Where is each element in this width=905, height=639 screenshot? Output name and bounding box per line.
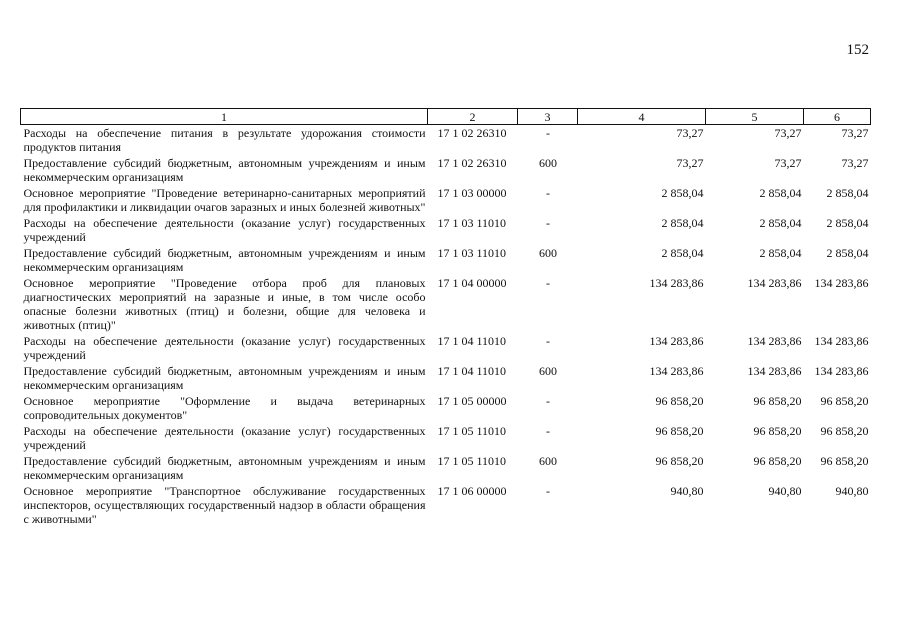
budget-code: 17 1 03 00000 bbox=[437, 186, 507, 200]
table-row bbox=[21, 185, 871, 215]
expense-name: Расходы на обеспечение деятельности (оказание услуг) государственных учреждений bbox=[23, 334, 426, 362]
budget-code: 17 1 04 11010 bbox=[437, 364, 507, 378]
expense-name: Основное мероприятие "Проведение ветеринарно-санитарных мероприятий для профилактики и ликвидации очагов заразных и иных болезней животных" bbox=[23, 186, 426, 214]
expense-type: - bbox=[546, 334, 550, 348]
column-header-6: 6 bbox=[804, 109, 871, 125]
expense-name: Предоставление субсидий бюджетным, автономным учреждениям и иным некоммерческим организациям bbox=[23, 246, 426, 274]
amount-col-6: 96 858,20 bbox=[820, 394, 869, 408]
amount-col-6: 2 858,04 bbox=[826, 246, 869, 260]
budget-table bbox=[20, 108, 871, 527]
column-header-5: 5 bbox=[706, 109, 804, 125]
budget-code: 17 1 06 00000 bbox=[437, 484, 507, 498]
amount-col-5: 73,27 bbox=[774, 156, 802, 170]
expense-name: Расходы на обеспечение питания в результате удорожания стоимости продуктов питания bbox=[23, 126, 426, 154]
expense-type: 600 bbox=[539, 156, 557, 170]
expense-type: - bbox=[546, 484, 550, 498]
column-header-4: 4 bbox=[578, 109, 706, 125]
budget-code: 17 1 04 11010 bbox=[437, 334, 507, 348]
amount-col-5: 2 858,04 bbox=[759, 246, 802, 260]
amount-col-4: 134 283,86 bbox=[649, 364, 704, 378]
table-row bbox=[21, 453, 871, 483]
amount-col-6: 134 283,86 bbox=[814, 334, 869, 348]
table-row bbox=[21, 423, 871, 453]
expense-type: - bbox=[546, 216, 550, 230]
expense-name: Расходы на обеспечение деятельности (оказание услуг) государственных учреждений bbox=[23, 424, 426, 452]
amount-col-6: 73,27 bbox=[841, 126, 869, 140]
amount-col-6: 73,27 bbox=[841, 156, 869, 170]
budget-code: 17 1 03 11010 bbox=[437, 246, 507, 260]
amount-col-5: 134 283,86 bbox=[747, 364, 802, 378]
amount-col-5: 134 283,86 bbox=[747, 334, 802, 348]
amount-col-4: 73,27 bbox=[676, 126, 704, 140]
expense-name: Предоставление субсидий бюджетным, автономным учреждениям и иным некоммерческим организациям bbox=[23, 454, 426, 482]
budget-code: 17 1 05 11010 bbox=[437, 424, 507, 438]
table-row bbox=[21, 393, 871, 423]
amount-col-5: 96 858,20 bbox=[753, 454, 802, 468]
amount-col-6: 134 283,86 bbox=[814, 364, 869, 378]
expense-type: - bbox=[546, 424, 550, 438]
expense-type: - bbox=[546, 394, 550, 408]
amount-col-4: 2 858,04 bbox=[661, 186, 704, 200]
expense-name: Предоставление субсидий бюджетным, автономным учреждениям и иным некоммерческим организациям bbox=[23, 364, 426, 392]
expense-name: Предоставление субсидий бюджетным, автономным учреждениям и иным некоммерческим организациям bbox=[23, 156, 426, 184]
budget-code: 17 1 02 26310 bbox=[437, 156, 507, 170]
column-header-3: 3 bbox=[518, 109, 578, 125]
budget-code: 17 1 03 11010 bbox=[437, 216, 507, 230]
table-row bbox=[21, 275, 871, 333]
table-row bbox=[21, 333, 871, 363]
amount-col-5: 2 858,04 bbox=[759, 186, 802, 200]
amount-col-6: 940,80 bbox=[835, 484, 869, 498]
expense-name: Основное мероприятие "Транспортное обслуживание государственных инспекторов, осуществляющих государственный надзор в области обращения с животными" bbox=[23, 484, 426, 526]
amount-col-4: 2 858,04 bbox=[661, 216, 704, 230]
expense-name: Расходы на обеспечение деятельности (оказание услуг) государственных учреждений bbox=[23, 216, 426, 244]
table-row bbox=[21, 155, 871, 185]
table-row bbox=[21, 245, 871, 275]
amount-col-6: 2 858,04 bbox=[826, 216, 869, 230]
column-header-1: 1 bbox=[21, 109, 428, 125]
expense-type: 600 bbox=[539, 246, 557, 260]
amount-col-5: 73,27 bbox=[774, 126, 802, 140]
expense-name: Основное мероприятие "Проведение отбора проб для плановых диагностических мероприятий на заразные и иные, в том числе особо опасные болезни животных (птиц) и болезни, общие для человека и животных (птиц)" bbox=[23, 276, 426, 332]
expense-type: - bbox=[546, 126, 550, 140]
budget-code: 17 1 04 00000 bbox=[437, 276, 507, 290]
amount-col-5: 96 858,20 bbox=[753, 394, 802, 408]
amount-col-4: 96 858,20 bbox=[655, 424, 704, 438]
table-row bbox=[21, 483, 871, 527]
table-header bbox=[21, 109, 871, 125]
amount-col-4: 134 283,86 bbox=[649, 276, 704, 290]
amount-col-4: 134 283,86 bbox=[649, 334, 704, 348]
expense-type: - bbox=[546, 276, 550, 290]
table-row bbox=[21, 125, 871, 156]
expense-type: 600 bbox=[539, 364, 557, 378]
amount-col-6: 96 858,20 bbox=[820, 424, 869, 438]
expense-type: 600 bbox=[539, 454, 557, 468]
amount-col-4: 96 858,20 bbox=[655, 394, 704, 408]
budget-code: 17 1 02 26310 bbox=[437, 126, 507, 140]
amount-col-5: 96 858,20 bbox=[753, 424, 802, 438]
amount-col-5: 940,80 bbox=[768, 484, 802, 498]
budget-code: 17 1 05 11010 bbox=[437, 454, 507, 468]
table-body bbox=[21, 125, 871, 528]
amount-col-4: 73,27 bbox=[676, 156, 704, 170]
amount-col-6: 2 858,04 bbox=[826, 186, 869, 200]
page-number: 152 bbox=[846, 42, 869, 58]
amount-col-6: 96 858,20 bbox=[820, 454, 869, 468]
amount-col-4: 96 858,20 bbox=[655, 454, 704, 468]
table-row bbox=[21, 363, 871, 393]
amount-col-6: 134 283,86 bbox=[814, 276, 869, 290]
expense-name: Основное мероприятие "Оформление и выдача ветеринарных сопроводительных документов" bbox=[23, 394, 426, 422]
expense-type: - bbox=[546, 186, 550, 200]
table-row bbox=[21, 215, 871, 245]
column-header-2: 2 bbox=[428, 109, 518, 125]
header-row bbox=[21, 109, 871, 125]
amount-col-4: 940,80 bbox=[670, 484, 704, 498]
amount-col-5: 134 283,86 bbox=[747, 276, 802, 290]
amount-col-5: 2 858,04 bbox=[759, 216, 802, 230]
budget-code: 17 1 05 00000 bbox=[437, 394, 507, 408]
amount-col-4: 2 858,04 bbox=[661, 246, 704, 260]
